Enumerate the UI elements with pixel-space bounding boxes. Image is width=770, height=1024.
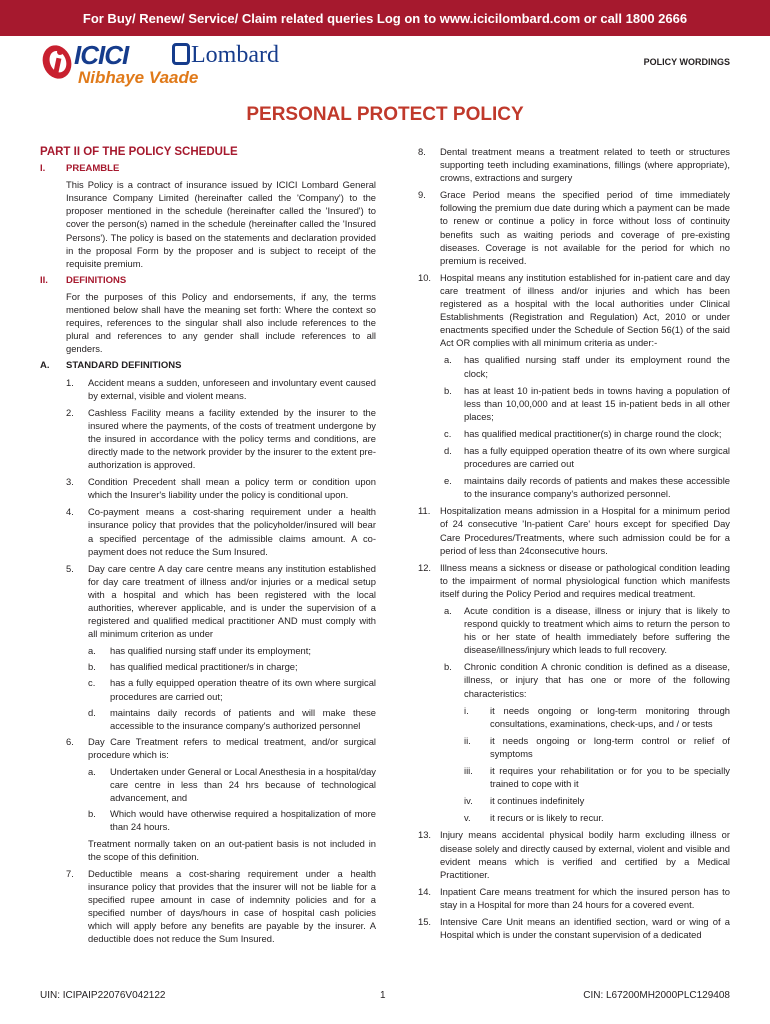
- definitions-text: For the purposes of this Policy and endorsements, if any, the terms mentioned below shall have the meaning set forth: Where the context so requires, references to the singular shall also include references to the plural and references to any gender shall include references to all genders.: [66, 290, 376, 355]
- sub-item-text: has at least 10 in-patient beds in towns having a population of less than 10,00,000 and at least 15 in-patient beds in all other places;: [464, 384, 730, 422]
- section-heading: PREAMBLE: [66, 163, 120, 175]
- item-number: 8.: [418, 146, 426, 157]
- item-number: 2.: [66, 406, 74, 418]
- item5-sublist: [88, 644, 376, 732]
- list-item: [66, 562, 376, 641]
- roman-numeral: iv.: [464, 795, 473, 807]
- item-text: Day care centre A day care centre means any institution established for day care treatment of illness and/or injuries or a medical setup with a hospital and which has been registered with the local authorities, wherever applicable, and is under the supervision of a registered and qualified medical practitioner AND must comply with all minimum criterion as under: [88, 562, 376, 640]
- standard-definitions-heading: [40, 359, 376, 372]
- roman-text: it needs ongoing or long-term control or relief of symptoms: [490, 734, 730, 759]
- list-item: [418, 271, 730, 350]
- item-number: 10.: [418, 271, 432, 283]
- sub-item-text: Which would have otherwise required a hospitalization of more than 24 hours.: [110, 808, 376, 833]
- item-number: 7.: [66, 867, 74, 879]
- roman-text: it needs ongoing or long-term monitoring through consultations, examinations, check-ups, and / or tests: [490, 704, 730, 729]
- sub-item-letter: a.: [88, 766, 96, 778]
- list-item: [418, 145, 730, 184]
- sub-item-letter: a.: [444, 354, 452, 366]
- item-number: 3.: [66, 476, 74, 488]
- roman-numeral: i.: [464, 704, 469, 716]
- list-item: [66, 475, 376, 501]
- list-item: [66, 505, 376, 557]
- sub-item: [88, 807, 376, 833]
- item-text: Intensive Care Unit means an identified section, ward or wing of a Hospital which is under the constant supervision of a dedicated: [440, 915, 730, 941]
- logo-brand: ICICI: [74, 40, 129, 70]
- item-text: Day Care Treatment refers to medical treatment, and/or surgical procedure which is:: [88, 735, 376, 760]
- roman-numeral: v.: [464, 812, 471, 824]
- sub-item: [418, 660, 730, 699]
- list-item: [66, 867, 376, 946]
- sub-item-letter: a.: [88, 645, 96, 657]
- item-number: 6.: [66, 735, 74, 747]
- logo-tagline: Nibhaye Vaade: [78, 68, 199, 87]
- preamble-heading: [40, 162, 376, 175]
- sub-item-letter: b.: [88, 808, 96, 820]
- sub-item: [88, 765, 376, 804]
- left-column: [40, 145, 376, 949]
- logo-lombard: [172, 42, 279, 69]
- item-number: 12.: [418, 561, 432, 573]
- item-number: 1.: [66, 376, 74, 388]
- sub-item-letter: d.: [444, 444, 452, 456]
- section-number: II.: [40, 274, 48, 286]
- roman-numeral: iii.: [464, 765, 473, 777]
- list-item: [418, 504, 730, 556]
- sub-item: [88, 706, 376, 732]
- section-number: A.: [40, 360, 50, 372]
- item-number: 4.: [66, 506, 74, 518]
- item-number: 11.: [418, 505, 431, 517]
- item-text: Cashless Facility means a facility extended by the insurer to the insured where the payments, of the costs of treatment undergone by the insured in accordance with the policy terms and conditions, are directly made to the network provider by the insurer to the extent pre-authorization is approved.: [88, 406, 376, 471]
- list-item: [418, 915, 730, 941]
- list-item: [418, 561, 730, 600]
- banner-text: For Buy/ Renew/ Service/ Claim related queries Log on to www.icicilombard.com or call 1800 2666: [82, 10, 688, 26]
- logo-lombard-text: Lombard: [191, 42, 279, 68]
- roman-sub-item: [418, 764, 730, 790]
- item-number: 14.: [418, 885, 432, 897]
- item-text: Deductible means a cost-sharing requirement under a health insurance policy that provides that the insurer will not be liable for a specified rupee amount in case of indemnity policies and for a specified number of days/hours in case of hospital cash policies which will apply before any benefits are payable by the insurer. A deductible does not reduce the Sum Insured.: [88, 867, 376, 945]
- section-number: I.: [40, 163, 46, 175]
- item-text: Hospital means any institution established for in-patient care and day care treatment of illness and/or injuries and which has been registered as a hospital with the local authorities under Clinical Establishments (Registration and Regulation) Act, 2010 or under enactments specified under the Schedule of Section 56(1) of the said Act OR complies with all minimum criteria as under:-: [440, 271, 730, 349]
- item-text: Grace Period means the specified period of time immediately following the premium due date during which a payment can be made to renew or continue a policy in force without loss of continuity benefits such as waiting periods and coverage of pre-existing diseases. Coverage is not available for the period for which no premium is received.: [440, 189, 730, 266]
- sub-item-letter: d.: [88, 706, 96, 718]
- preamble-text: This Policy is a contract of insurance issued by ICICI Lombard General Insurance Company Limited (hereinafter called the 'Company') to the proposer mentioned in the schedule (hereinafter called the 'Insured') to cover the person(s) named in the schedule (hereinafter called the 'Insured Persons'). The policy is based on the statements and declaration provided in the proposal Form by the proposer and is subject to receipt of the requisite premium.: [66, 179, 376, 269]
- item-text: Illness means a sickness or disease or pathological condition leading to the impairment of normal physiological function which manifests itself during the Policy Period and requires medical treatment.: [440, 561, 730, 599]
- list-item: [418, 885, 730, 911]
- sub-item-letter: c.: [444, 427, 452, 439]
- roman-numeral: ii.: [464, 734, 471, 746]
- sub-item-text: has qualified nursing staff under its employment round the clock;: [464, 354, 730, 379]
- sub-item-text: maintains daily records of patients and will make these accessible to the insurance company's authorized personnel: [110, 706, 376, 731]
- part-title: PART II OF THE POLICY SCHEDULE: [40, 146, 238, 158]
- item6-sublist: [88, 765, 376, 863]
- icici-logo-mark-icon: [40, 42, 74, 86]
- list-item: [418, 188, 730, 267]
- page-title: PERSONAL PROTECT POLICY: [246, 104, 524, 125]
- item-text: Injury means accidental physical bodily harm excluding illness or disease solely and directly caused by external, violent and visible and evident means which is verified and certified by a Medical Practitioner.: [440, 829, 730, 880]
- definitions-list-left: [66, 376, 376, 946]
- item-text: Dental treatment means a treatment related to teeth or structures supporting teeth including examinations, fillings (where appropriate), crowns, extractions and surgery: [440, 146, 730, 184]
- section-heading: STANDARD DEFINITIONS: [66, 360, 182, 372]
- sub-item-letter: b.: [88, 661, 96, 673]
- roman-text: it requires your rehabilitation or for you to be specially trained to cope with it: [490, 765, 730, 790]
- icici-lombard-logo: [40, 40, 280, 90]
- sub-item-letter: b.: [444, 661, 452, 673]
- definitions-heading: [40, 274, 376, 287]
- sub-item: [88, 644, 376, 657]
- sub-item: [88, 660, 376, 673]
- sub-item: [418, 353, 730, 379]
- sub-item-text: Undertaken under General or Local Anesthesia in a hospital/day care centre in less than 24 hrs because of technological advancement, and: [110, 766, 376, 804]
- roman-sub-item: [418, 734, 730, 760]
- item-text: Co-payment means a cost-sharing requirement under a health insurance policy that provides that the policyholder/insured will bear a specified percentage of the admissible claims amount. A co-payment does not reduce the Sum Insured.: [88, 506, 376, 557]
- sub-item-text: Acute condition is a disease, illness or injury that is likely to respond quickly to treatment which aims to return the person to his or her state of health immediately before suffering the disease/illness/injury which leads to full recovery.: [464, 605, 730, 656]
- sub-item: [418, 384, 730, 423]
- sub-item-letter: b.: [444, 384, 452, 396]
- sub-item-text: has qualified medical practitioner/s in charge;: [110, 661, 298, 673]
- item-number: 13.: [418, 829, 432, 841]
- item-number: 15.: [418, 915, 432, 927]
- right-column: [418, 145, 730, 945]
- sub-item: [418, 427, 730, 440]
- sub-item: [88, 676, 376, 702]
- footer-cin: CIN: L67200MH2000PLC129408: [583, 990, 730, 1001]
- sub-item-text: has a fully equipped operation theatre of its own where surgical procedures are carried out;: [110, 677, 376, 702]
- item-text: Hospitalization means admission in a Hospital for a minimum period of 24 consecutive 'In-patient Care' hours except for specified Day Care Procedures/Treatments, where such admission could be for a period of less than 24consecutive hours.: [440, 505, 730, 556]
- sub-item-text: has qualified nursing staff under its employment;: [110, 645, 311, 657]
- sub-item-letter: e.: [444, 475, 452, 487]
- roman-text: it continues indefinitely: [490, 795, 585, 807]
- item-number: 9.: [418, 189, 426, 201]
- footer-page-number: 1: [380, 990, 386, 1001]
- item-text: Accident means a sudden, unforeseen and involuntary event caused by external, visible and violent means.: [88, 376, 376, 401]
- sub-item: [418, 444, 730, 470]
- section-heading: DEFINITIONS: [66, 274, 127, 286]
- document-type: POLICY WORDINGS: [643, 57, 730, 67]
- roman-sub-item: [418, 811, 730, 824]
- sub-item-letter: c.: [88, 677, 96, 689]
- list-item: [418, 828, 730, 880]
- sub-item: [418, 604, 730, 656]
- list-item: [66, 735, 376, 761]
- roman-text: it recurs or is likely to recur.: [490, 812, 604, 824]
- item-text: Inpatient Care means treatment for which the insured person has to stay in a Hospital for more than 24 hours for a covered event.: [440, 885, 730, 910]
- roman-sub-item: [418, 794, 730, 807]
- top-banner: [0, 0, 770, 36]
- item-text: Condition Precedent shall mean a policy term or condition upon which the Insurer's liability under the policy is conditional upon.: [88, 476, 376, 501]
- list-item: [66, 406, 376, 471]
- sub-item-text: has qualified medical practitioner(s) in charge round the clock;: [464, 427, 722, 439]
- item-number: 5.: [66, 562, 74, 574]
- sub-item-text: has a fully equipped operation theatre of its own where surgical procedures are carried out: [464, 444, 730, 470]
- sub-item-text: maintains daily records of patients and makes these accessible to the insurance company's authorized personnel.: [464, 475, 730, 500]
- sub-item-text: Chronic condition A chronic condition is defined as a disease, illness, or injury that has one or more of the following characteristics:: [464, 661, 730, 699]
- footer-uin: UIN: ICIPAIP22076V042122: [40, 990, 166, 1001]
- sub-item-letter: a.: [444, 605, 452, 616]
- list-item: [66, 376, 376, 402]
- item6-note: Treatment normally taken on an out-patient basis is not included in the scope of this definition.: [88, 837, 376, 862]
- lombard-l-icon: [172, 43, 190, 65]
- roman-sub-item: [418, 704, 730, 730]
- sub-item: [418, 474, 730, 500]
